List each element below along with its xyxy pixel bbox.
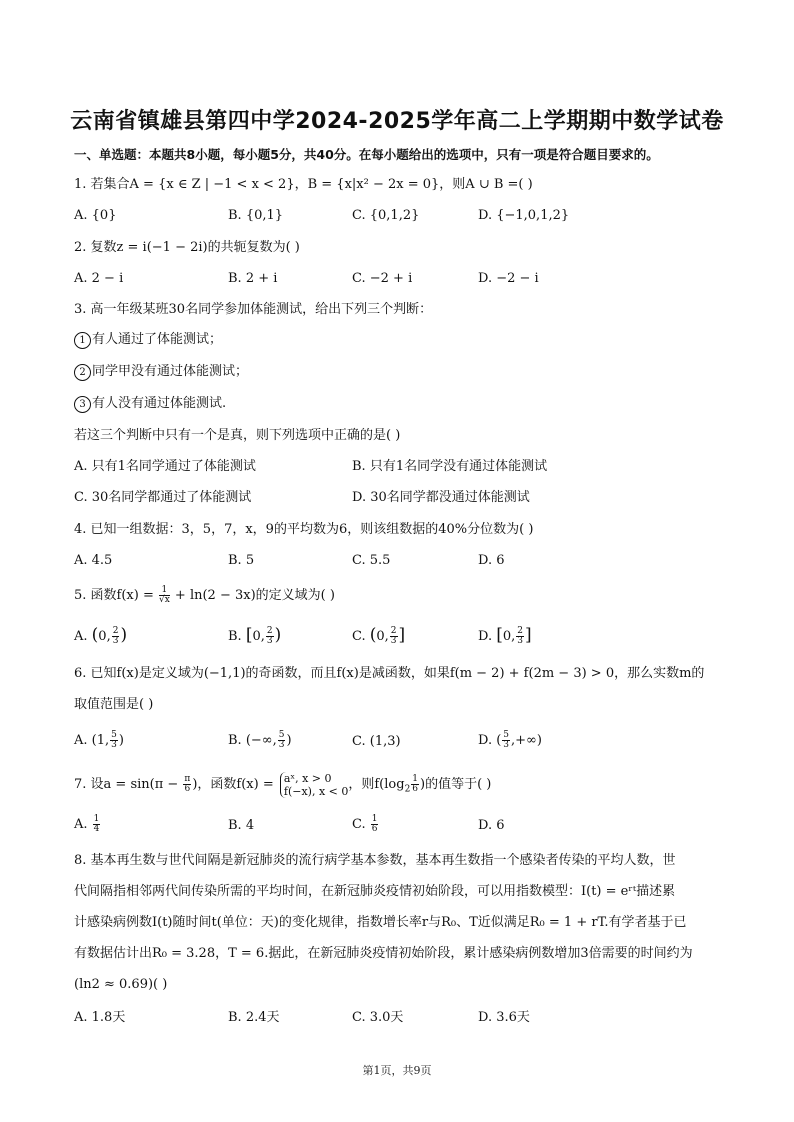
q6-option-b-fraction [278,731,286,750]
q3-question: 若这三个判断中只有一个是真，则下列选项中正确的是( ) [74,428,401,443]
q7-suffix-2: )的值等于( ) [420,777,492,792]
q4-option-c: C. 5.5 [352,553,391,568]
q5-fraction-denominator: √x [158,595,170,605]
q6-option-b-prefix: B. (−∞, [228,733,277,748]
q8-line-3: 计感染病例数I(t)随时间t(单位：天)的变化规律，指数增长率r与R₀、T近似满足R₀ = 1 + rT.有学者基于已 [74,915,687,930]
q8-line-2: 代间隔指相邻两代间传染所需的平均时间，在新冠肺炎疫情初始阶段，可以用指数模型：I(t) = eʳᵗ描述累 [74,884,676,899]
q3-option-c: C. 30名同学都通过了体能测试 [74,490,252,505]
q2-option-a: A. 2 − i [74,271,124,286]
q3-option-a: A. 只有1名同学通过了体能测试 [74,459,256,474]
q5-option-c-label: C. [352,629,370,644]
q7-option-a-denominator: 4 [93,824,100,834]
q7-log-denominator: 6 [412,784,419,794]
q6-option-a-prefix: A. (1, [74,733,110,748]
q5-option-b-fraction [266,627,274,646]
q7-pi-denominator: 6 [184,784,191,794]
q5-option-c-fraction [390,627,398,646]
q5-option-b-numerator: 2 [266,626,273,636]
q8-option-b: B. 2.4天 [228,1010,280,1025]
q7-piecewise [280,772,348,798]
page-footer: 第1页，共9页 [362,1064,432,1077]
q5-option-a-open: ( [91,625,99,645]
q7-option-c-label: C. [352,817,370,832]
q1-option-d: D. {−1,0,1,2} [478,208,570,223]
q7-middle: )，函数f(x) = [192,777,278,792]
q7-option-a-numerator: 1 [93,814,100,824]
q5-option-c-numerator: 2 [390,626,397,636]
q7-option-c-numerator: 1 [371,814,378,824]
q3-stem: 3. 高一年级某班30名同学参加体能测试，给出下列三个判断： [74,302,433,317]
q1-option-c: C. {0,1,2} [352,208,420,223]
q8-option-a: A. 1.8天 [74,1010,126,1025]
q7-suffix-1: ，则f(log [348,777,405,792]
q5-option-a [74,627,127,646]
q7-case-2: f(−x), x < 0 [283,784,349,798]
q7-pi-fraction [183,775,191,794]
q7-option-a [74,815,101,834]
q5-option-b-label: B. [228,629,246,644]
q5-option-c-open: ( [369,625,377,645]
q5-option-d-left: 0, [502,629,516,644]
q5-option-a-left: 0, [98,629,111,644]
q6-option-d-denominator: 3 [503,740,510,750]
q6-option-b-numerator: 5 [278,730,285,740]
q3-option-b: B. 只有1名同学没有通过体能测试 [352,459,548,474]
q3-statement-3 [74,396,226,413]
q6-option-d-suffix: ,+∞) [511,733,542,748]
q5-option-a-label: A. [74,629,92,644]
q3-statement-3-text: 有人没有通过体能测试. [92,396,227,411]
q4-option-d: D. 6 [478,553,505,568]
q1-option-b: B. {0,1} [228,208,284,223]
q2-option-c: C. −2 + i [352,271,413,286]
q7-option-c [352,815,379,834]
q7-prefix: 7. 设a = sin(π − [74,777,183,792]
q7-option-a-label: A. [74,817,92,832]
q5-option-d-label: D. [478,629,497,644]
q3-statement-2-number: 2 [74,364,91,381]
q5-option-d [478,627,532,646]
q5-option-a-denominator: 3 [112,636,119,646]
q1-stem: 1. 若集合A = {x ∈ Z | −1 < x < 2}，B = {x|x² − 2x = 0}，则A ∪ B =( ) [74,177,533,192]
q5-option-d-numerator: 2 [517,626,524,636]
q5-stem-suffix: + ln(2 − 3x)的定义域为( ) [170,588,335,603]
q5-option-d-close: ] [525,625,532,645]
q8-option-c: C. 3.0天 [352,1010,404,1025]
q6-stem-line1: 6. 已知f(x)是定义域为(−1,1)的奇函数，而且f(x)是减函数，如果f(m − 2) + f(2m − 3) > 0，那么实数m的 [74,666,705,681]
q7-pi-numerator: π [184,774,191,784]
q6-option-d-fraction [502,731,510,750]
q5-option-b [228,627,281,646]
q3-option-d: D. 30名同学都没通过体能测试 [352,490,530,505]
q6-option-d [478,731,542,750]
q3-statement-1-text: 有人通过了体能测试； [92,332,223,347]
q7-option-a-fraction [93,815,101,834]
q8-option-d: D. 3.6天 [478,1010,530,1025]
q6-option-d-prefix: D. ( [478,733,502,748]
q3-statement-2 [74,364,248,381]
q8-line-1: 8. 基本再生数与世代间隔是新冠肺炎的流行病学基本参数，基本再生数指一个感染者传染的平均人数，世 [74,853,676,868]
q2-option-b: B. 2 + i [228,271,278,286]
q3-statement-3-number: 3 [74,396,91,413]
q5-fraction-numerator: 1 [159,586,170,596]
q7-stem [74,770,491,805]
q6-option-a-denominator: 3 [111,740,117,750]
q7-case-1: aˣ, x > 0 [283,771,332,785]
q5-option-c-close: ] [398,625,406,645]
section-heading: 一、单选题：本题共8小题，每小题5分，共40分。在每小题给出的选项中，只有一项是符合题目要求的。 [74,147,659,162]
q5-option-a-close: ) [120,625,128,645]
q5-option-b-left: 0, [252,629,265,644]
q8-line-4: 有数据估计出R₀ = 3.28，T = 6.据此，在新冠肺炎疫情初始阶段，累计感染病例数增加3倍需要的时间约为 [74,946,693,961]
q6-option-b-denominator: 3 [278,740,285,750]
q3-statement-1-number: 1 [74,332,91,349]
q5-option-c-denominator: 3 [390,636,397,646]
q7-log-fraction [411,775,419,794]
q5-option-d-open: [ [496,625,503,645]
q2-stem: 2. 复数z = i(−1 − 2i)的共轭复数为( ) [74,240,300,255]
q5-fraction [159,586,170,605]
q4-stem: 4. 已知一组数据：3，5，7，x，9的平均数为6，则该组数据的40%分位数为( ) [74,522,534,537]
q6-option-a-suffix: ) [118,733,124,748]
page-title: 云南省镇雄县第四中学2024-2025学年高二上学期期中数学试卷 [70,109,724,134]
q7-option-c-denominator: 6 [371,824,378,834]
q6-option-b [228,731,292,750]
q7-option-d: D. 6 [478,818,505,833]
q5-option-b-close: ) [274,625,282,645]
q5-option-c [352,627,405,646]
q6-option-d-numerator: 5 [503,730,510,740]
q6-option-c: C. (1,3) [352,734,401,749]
q4-option-b: B. 5 [228,553,255,568]
q1-option-a: A. {0} [74,208,117,223]
q5-option-d-fraction [516,627,524,646]
q7-log-base: 2 [404,784,411,795]
q5-option-a-numerator: 2 [112,626,119,636]
q5-option-d-denominator: 3 [517,636,524,646]
q3-statement-1 [74,332,222,349]
q6-option-b-suffix: ) [286,733,292,748]
q6-option-a-numerator: 5 [111,730,117,740]
q2-option-d: D. −2 − i [478,271,539,286]
q5-option-a-fraction [112,627,120,646]
q5-stem-prefix: 5. 函数f(x) = [74,588,158,603]
q6-option-a [74,731,124,750]
q3-statement-2-text: 同学甲没有通过体能测试； [92,364,249,379]
q6-stem-line2: 取值范围是( ) [74,697,154,712]
q7-option-b: B. 4 [228,818,255,833]
q5-stem [74,586,335,605]
q5-option-b-denominator: 3 [266,636,273,646]
q7-log-numerator: 1 [412,774,419,784]
q6-option-a-fraction [110,731,118,750]
q5-option-c-left: 0, [376,629,389,644]
q5-option-b-open: [ [245,625,253,645]
q8-line-5: (ln2 ≈ 0.69)( ) [74,977,168,992]
q7-option-c-fraction [371,815,379,834]
q4-option-a: A. 4.5 [74,553,113,568]
